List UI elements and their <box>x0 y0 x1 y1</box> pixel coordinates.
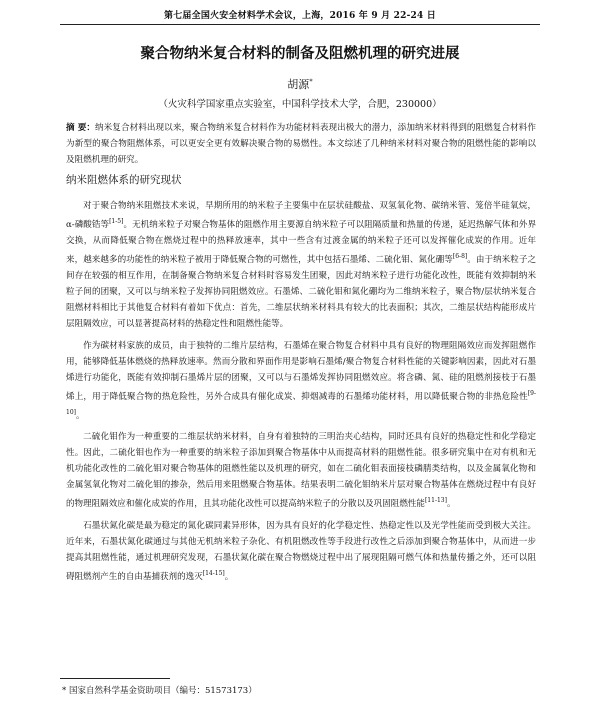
paragraph-text: 对于聚合物纳米阻燃技术来说，早期所用的纳米粒子主要集中在层状硅酸盐、双氢氧化物、碳纳米管、笼倍半硅氧烷，α-磷酸锆等 <box>66 201 536 230</box>
body-paragraph <box>66 518 536 585</box>
author-line <box>0 76 600 92</box>
abstract <box>66 120 536 168</box>
body-paragraph <box>66 338 536 424</box>
footnote-rule <box>60 678 170 679</box>
body-text <box>66 198 536 591</box>
abstract-text: 纳米复合材料出现以来，聚合物纳米复合材料作为功能材料表现出极大的潜力，添加纳米材料得到的阻燃复合材料作为新型的聚合物阻燃体系，可以更安全更有效解决聚合物的易燃性。本文综述了几种纳米材料对聚合物的阻燃性能的影响以及阻燃机理的研究。 <box>66 123 536 165</box>
body-paragraph <box>66 198 536 332</box>
body-paragraph <box>66 429 536 512</box>
footnote-mark: * <box>62 686 67 696</box>
paragraph-text: 。 <box>224 572 234 583</box>
paragraph-text: 作为碳材料家族的成员，由于独特的二维片层结构，石墨烯在聚合物复合材料中具有良好的物理阻隔效应而发挥阻燃作用，能够降低基体燃烧的热释放速率。然而分散和界面作用是影响石墨烯/聚合物复合材料性能的关键影响因素，因此对石墨烯进行功能化，既能有效抑制石墨烯片层的团聚，又可以与石墨烯发挥协同阻燃效应。将含磷、氮、硅的阻燃剂接枝于石墨烯上，用于降低聚合物的热危险性，另外合成具有催化成炭、抑烟减毒的石墨烯功能材料，用以降低聚合物的非热危险性 <box>66 340 536 402</box>
section-heading: 纳米阻燃体系的研究现状 <box>66 174 182 186</box>
citation: [9-10] <box>66 389 536 416</box>
affiliation: （火灾科学国家重点实验室，中国科学技术大学，合肥，230000） <box>158 99 442 110</box>
citation: [1-5] <box>109 218 124 225</box>
paragraph-text: 石墨状氮化碳是最为稳定的氮化碳同素异形体，因为具有良好的化学稳定性、热稳定性以及光学性能而受到极大关注。近年来，石墨状氮化碳通过与其他无机纳米粒子杂化、有机阻燃改性等手段进行改性之后添加到聚合物基体中，从而进一步提高其阻燃性能，通过机理研究发现，石墨状氮化碳在聚合物燃烧过程中出了展现阻隔可燃气体和热量传播之外，还可以阻碍阻燃剂产生的自由基捕获剂的逸灭 <box>66 521 536 583</box>
citation: [6-8] <box>452 252 468 260</box>
footnote-text: 国家自然科学基金资助项目（编号：51573173） <box>68 686 257 696</box>
paragraph-text: 。无机纳米粒子对聚合物基体的阻燃作用主要源自纳米粒子可以阻隔质量和热量的传递，延迟热解气体和外界交换，从而降低聚合物在燃烧过程中的热释放速率，其中一些含有过渡金属的纳米粒子还可以发挥催化成炭的作用。近年来，越来越多的功能性的纳米粒子被用于降低聚合物的可燃性，其中包括石墨烯、二硫化钼、氮化硼等 <box>66 219 536 265</box>
author-footnote-mark: * <box>309 77 313 86</box>
footnote <box>62 684 257 696</box>
paragraph-text: 。 <box>446 499 456 510</box>
running-head: 第七届全国火安全材料学术会议，上海，2016 年 9 月 22-24 日 <box>164 11 436 21</box>
citation: [11-13] <box>424 497 447 505</box>
citation: [14-15] <box>202 570 225 578</box>
abstract-label: 摘 要： <box>66 123 95 133</box>
paragraph-text: 。 <box>75 410 85 421</box>
paper-title: 聚合物纳米复合材料的制备及阻燃机理的研究进展 <box>140 46 460 62</box>
author-name: 胡源 <box>287 78 310 91</box>
paragraph-text: 二硫化钼作为一种重要的二维层状纳米材料，自身有着独特的三明治夹心结构，同时还具有良好的热稳定性和化学稳定性。因此，二硫化钼也作为一种重要的纳米粒子添加到聚合物基体中从而提高材料的阻燃性能。很多研究集中在对有机和无机功能化改性的二硫化钼对聚合物基体的阻燃性能以及机理的研究，如在二硫化钼表面接枝磷腈类结构，以及金属氧化物和金属氢氧化物对二硫化钼的掺杂，然后用来阻燃聚合物基体。结果表明二硫化钼纳米片层对聚合物基体在燃烧过程中有良好的物理阻隔效应和催化成炭的作用，且其功能化改性可以提高纳米粒子的分散以及巩固阻燃性能 <box>66 432 536 510</box>
header-rule <box>60 24 540 25</box>
paragraph-text: 。由于纳米粒子之间存在较强的相互作用，在制备聚合物纳米复合材料时容易发生团聚，因此对纳米粒子进行功能化改性，既能有效抑制纳米粒子间的团聚，又可以与纳米粒子发挥协同阻燃效应。石墨烯、二硫化钼和氮化硼均为二维纳米粒子，聚合物/层状纳米复合阻燃材料相比于其他复合材料有着如下优点：首先，二维层状纳米材料具有较大的比表面积；其次，二维层状结构能形成片层阻隔效应，可以显著提高材料的热稳定性和阻燃性能等。 <box>66 254 537 329</box>
